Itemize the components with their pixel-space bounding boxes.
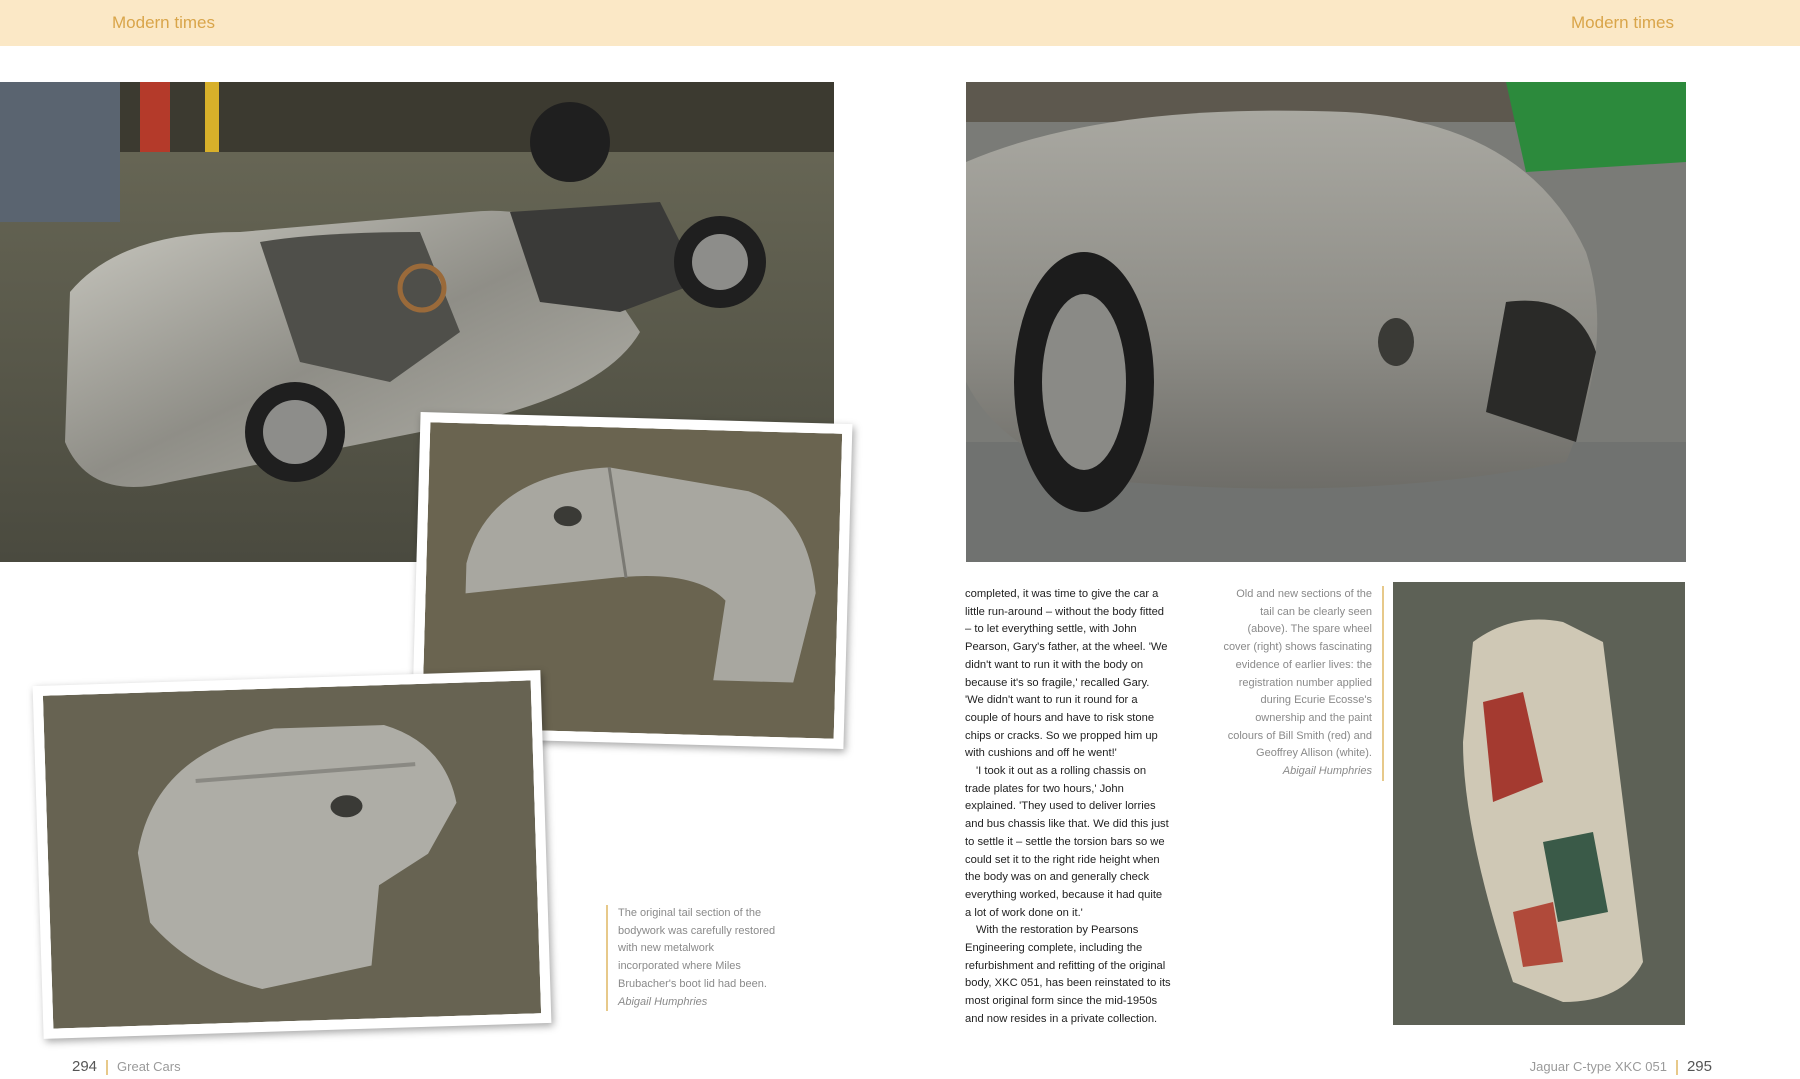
caption-right-credit: Abigail Humphries: [1282, 765, 1372, 778]
caption-right-text: Old and new sections of the tail can be clearly seen (above). The spare wheel cover (right) shows fascinating evidence of earlier lives: the registration number applied during Ecurie Ecosse's ownership and the paint colours of Bill Smith (red) and Geoffrey Allison (white).: [1223, 588, 1372, 760]
footer-right: [1530, 1058, 1712, 1075]
caption-left: [606, 905, 778, 1011]
body-paragraph: With the restoration by Pearsons Engineering complete, including the refurbishment and refitting of the original body, XKC 051, has been reinstated to its most original form since the mid-1950s and now resides in a private collection.: [965, 924, 1171, 1025]
running-head-left: Modern times: [112, 13, 215, 32]
page-number-left: 294: [72, 1058, 98, 1075]
page-number-right: 295: [1686, 1058, 1712, 1075]
photo-spare-wheel-cover: [1393, 582, 1685, 1025]
chapter-title: Jaguar C-type XKC 051: [1529, 1059, 1667, 1074]
caption-left-credit: Abigail Humphries: [618, 995, 708, 1008]
photo-tail-section-rear: [966, 82, 1686, 562]
body-paragraph: completed, it was time to give the car a little run-around – without the body fitted – to let everything settle, with John Pearson, Gary's father, at the wheel. 'We didn't want to run it with the body on because it's so fragile,' recalled Gary. 'We didn't want to run it round for a couple of hours and have to risk stone chips or cracks. So we propped him up with cushions and off he went!': [965, 588, 1168, 760]
footer-divider: [106, 1060, 108, 1075]
caption-right: [1220, 586, 1384, 781]
caption-left-text: The original tail section of the bodywork was carefully restored with new metalwork incorporated where Miles Brubacher's boot lid had been.: [618, 907, 776, 990]
body-text-column: [965, 586, 1171, 1029]
book-title: Great Cars: [117, 1059, 181, 1074]
footer-divider: [1676, 1060, 1678, 1075]
header-band: [0, 0, 1800, 46]
photo-tail-panel-restored: [33, 670, 552, 1039]
running-head-right: Modern times: [1571, 13, 1674, 32]
body-paragraph: 'I took it out as a rolling chassis on trade plates for two hours,' John explained. 'They used to deliver lorries and bus chassis like that. We did this just to settle it – settle the torsion bars so we could set it to the right ride height when the body was on and generally check everything worked, because it had quite a lot of work done on it.': [965, 765, 1169, 919]
footer-left: [72, 1058, 181, 1075]
